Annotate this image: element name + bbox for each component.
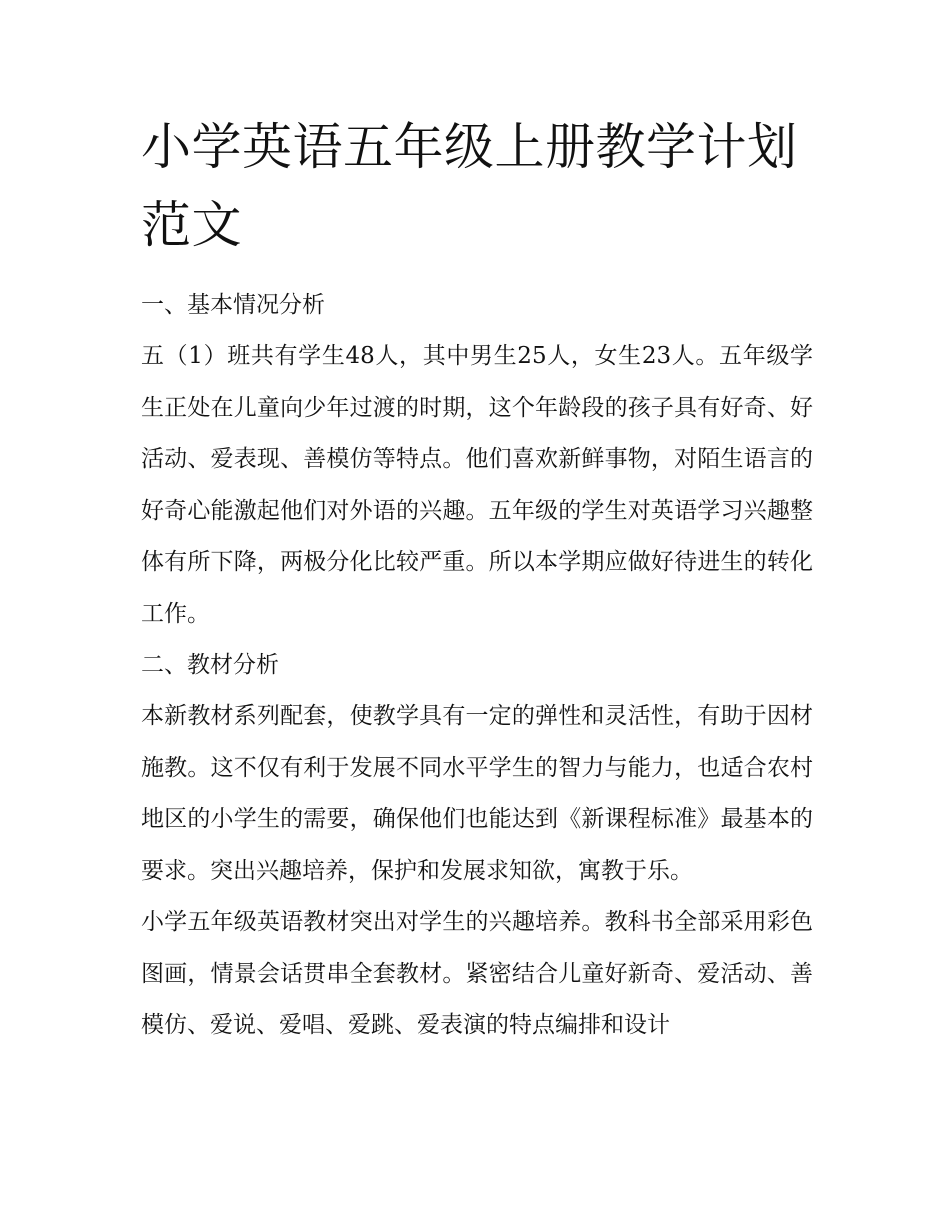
section-heading-basic-situation: 一、基本情况分析 bbox=[141, 292, 325, 318]
page-title: 小学英语五年级上册教学计划范文 bbox=[141, 118, 798, 254]
section-heading-textbook-analysis: 二、教材分析 bbox=[141, 652, 279, 678]
paragraph-basic-situation: 五（1）班共有学生48人，其中男生25人，女生23人。五年级学生正处在儿童向少年过渡的时期，这个年龄段的孩子具有好奇、好活动、爱表现、善模仿等特点。他们喜欢新鲜事物，对陌生语言的好奇心能激起他们对外语的兴趣。五年级的学生对英语学习兴趣整体有所下降，两极分化比较严重。所以本学期应做好待进生的转化工作。 bbox=[141, 343, 813, 627]
paragraph-textbook-analysis-2: 小学五年级英语教材突出对学生的兴趣培养。教科书全部采用彩色图画，情景会话贯串全套教材。紧密结合儿童好新奇、爱活动、善模仿、爱说、爱唱、爱跳、爱表演的特点编排和设计 bbox=[141, 909, 813, 1038]
paragraph-textbook-analysis-1: 本新教材系列配套，使教学具有一定的弹性和灵活性，有助于因材施教。这不仅有利于发展不同水平学生的智力与能力，也适合农村地区的小学生的需要，确保他们也能达到《新课程标准》最基本的要求。突出兴趣培养，保护和发展求知欲，寓教于乐。 bbox=[141, 703, 813, 884]
document-body bbox=[141, 108, 813, 1052]
